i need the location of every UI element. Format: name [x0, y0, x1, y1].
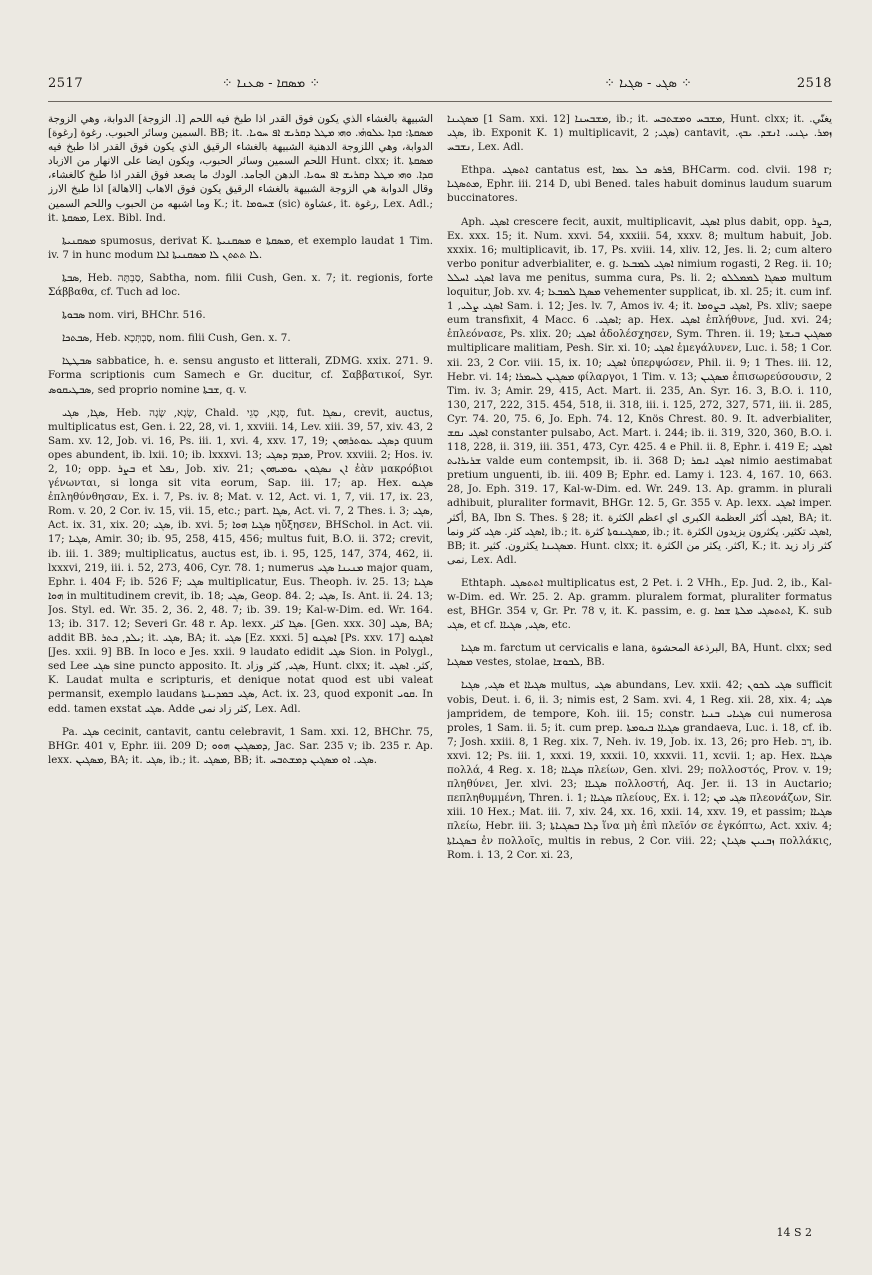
entry: ܡܣܓܝܢܐ [1 Sam. xxi. 12] ܡܫܒܚܢܐ, ib.; it. ܡܫܒܚ ܘܡܫܬܒܚ, Hunt. clxx; it. يغنّي. ܣܓܝ, ib. Exponit K. 1) multiplicavit, ܣܓܝ; 2) cantavit, ܙܡܪ. ܝܓܢܝ. ܐܢܫܕ. ܝܒܟ. ܢܫܒܚ, Lex. Adl.	[447, 113, 832, 154]
entry: ܡܣܩܢܝܬܐ spumosus, derivat K. ܡܣܩܢܝܬܐ e ܡܣܩܬܐ, et exemplo laudat 1 Tim. iv. 7 in hunc modum ܠܐ ܬܬܬܢ ܠܐ ܡܣܩܢܝܬܐ ܐܠܐ.	[48, 234, 433, 261]
entry: الدوابة، وهي الزوجة [الزوجة .l] الشبيهة بالغشاء الذي يكون فوق القدر اذا طبخ فيه اللحم السمين وسائر الحبوب. رغوة [رغوة]. BB; it. ܡܣܩܬܐ: ܩܕܐ ܥܠܘܗ̇ܝ. ܘܗܝ ܡܛܠ ܕܩܪܝܫ ܐܦ ܚܘܝܐ. الدوابة، وهي اللزوجة الدهنية الشبيهة بالغشاء الرقيق الذي يكون فوق القدر اذا طبخ فيه اللحم السمين وسائر الحبوب، ويكون ايضا على الانهار من الازباد Hunt. clxx; it. ܡܣܩܬܐ ܩܕܐ. ܘܗܝ ܡܛܠ ܕܩܪܝܫ ܐܦ ܚܘܝܐ. الدهن الجامد. الودك ما يصعد فوق القدر اذا طبخ كالغشاء، وقال الدوابة هي الزوجة الشبيهة بالغشاء الرقيق يكون فوق الاهاب [الاهالة] اذا طبخ الارز وما اشبهه من الحبوب واللحم السمين K.; it. ܫܚܘܡܐ (sic) عشاوة, it. رغوة, Lex. Adl.; it. ܡܣܩܬܐ, Lex. Bibl. Ind.	[48, 113, 433, 224]
right-running-title: ⁘ ܣܓܝ - ܣܓܝܐ ⁘	[604, 76, 692, 91]
left-column	[48, 112, 433, 1227]
left-running-title: ⁘ ܡܣܩܐ - ܣܥܢܐ ⁘	[221, 76, 321, 91]
entry: Ethtaph. ܐܬܬܣܓܝ multiplicatus est, 2 Pet. i. 2 VHh., Ep. Jud. 2, ib., Kal-w-Dim. ed. Wr. 25. 2. Ap. gramm. pluralem format, pluraliter formatus est, BHGr. 354 v, Gr. Pr. 78 v, it. K. passim, e. g. ܐܬܬܣܓܝ ܡܠܬܐ ܫܡܐ, K. sub ܣܓܝ, et cf. ܣܓܝ, ܣܓܝܐܐ, etc.	[447, 576, 832, 632]
entry: ܣܓܐ, ܣܓܝ, Heb. שָׂגָא, שָׂגָה, Chald. סְגָא, סְגֵי, fut. ܢܣܓܐ, crevit, auctus, multiplicatus est, Gen. i. 22, 28, vi. 1, xxviii. 14, Lev. xiii. 39, 57, xiv. 43, 2 Sam. xv. 12, Job. vi. 16, Ps. iii. 1, xvi. 4, xxv. 17, 19; ܕܣܓܝ ܥܘܬܪܗܘܢ quum opes abundent, ib. lxii. 10; ib. lxxxvi. 13; ܡܕܡ ܕܣܓܝ, Prov. xxviii. 2; Hos. iv. 2, 10; opp. ܒܨܪ et ܢܦܠ, Job. xiv. 21; ܐܢ ܢܣܓܘܢ ܝܘܡܝܗܘܢ ἐὰν μακρόβιοι γένωνται, si longa sit vita eorum, Sap. iii. 17; ap. Hex. ܣܓܝܘ ἐπληθύνθησαν, Ex. i. 7, Ps. iv. 8; Mat. v. 12, Act. vi. 1, 7, vii. 17, ix. 23, Rom. v. 20, 2 Cor. iv. 15, vii. 15, etc.; part. ܣܓܐ, Act. vi. 7, 2 Thes. i. 3; ܣܓܝ, Act. ix. 31, xix. 20; ܣܓܝ, ib. xvi. 5; ܣܓܝܐ ܗܘܐ ηὔξησεν, BHSchol. in Act. vii. 17; ܣܓܝܐ, Amir. 30; ib. 95, 258, 415, 456; multus fuit, B.O. ii. 372; crevit, ib. iii. 1. 389; multiplicatus, auctus est, ib. i. 95, 125, 147, 374, 462, ii. lxxxvi, 219, iii. i. 52, 273, 406, Cyr. 78. 1; numerus ܡܢܝܢܐ ܣܓܝ major quam, Ephr. i. 404 F; ib. 526 F; ܣܓܝ multiplicatur, Eus. Theoph. iv. 25. 13; ܣܓܝܐ ܗܘܐ in multitudinem crevit, ib. 18; ܣܓܝ, Geop. 84. 2; ܣܓܝ, Is. Ant. ii. 24. 13; Jos. Styl. ed. Wr. 35. 2, 36. 2, 48. 7; ib. 39. 19; Kal-w-Dim. ed. Wr. 164. 13; ib. 317. 12; Severi Gr. 48 r. Ap. lexx. ܣܓܐ كثر. [Gen. xxx. 30] ܣܓܝ, BA; addit BB. ܝܠܕ, ܟܬܪ; it. ܣܓܝ, BA; it. ܣܓܝ [Ez. xxxi. 5] ܐܣܓܝܘ [Ps. xxv. 17] ܐܣܓܝܘ [Jes. xxii. 9] BB. In loco e Jes. xxii. 9 laudato edidit ܣܓܝ Sion. in Polygl., sed Lee ܣܓܝ sine puncto apposito. It. ܣܓܝ, كثر وزاد, Hunt. clxx; it. كثر. ܐܣܓܝ, K. Laudat multa e scripturis, et denique notat quod est ubi valeat permansit, exemplo laudans ܣܓܝ ܒܡܕܝܢܬܐ, Act. ix. 23, quod exponit ܩܘܝ. In edd. tamen exstat ܣܓܝ. Adde كثر زاد نمى, Lex. Adl.	[48, 406, 433, 715]
entry: Aph. ܐܣܓܝ crescere fecit, auxit, multiplicavit, ܐܣܓܝ plus dabit, opp. ܒܨܪ, Ex. xxx. 15; it. Num. xxvi. 54, xxxiii. 54, xxxv. 8; multum habuit, Job. xxxix. 16; multiplicavit, ib. 17, Ps. xviii. 14, xliv. 12, Jes. li. 2; cum altero verbo ponitur adverbialiter, e. g. ܐܣܓܝ ܠܡܒܥܐ nimium rogasti, 2 Reg. ii. 10; ܐܣܓܝ ܐܚܠܠ lava me penitus, summa cura, Ps. li. 2; ܡܣܓܐ ܠܡܡܠܠܘ multum loquitur, Job. xv. 4; ܡܣܓܐ ܠܡܒܥܐ vehementer supplicat, ib. xl. 25; it. cum inf. ܐܣܓܝ ܨܠܝ, 1 Sam. i. 12; Jes. lv. 7, Amos iv. 4; it. ܐܣܓܝ ܒܨܘܡܐ, Ps. xliv; saepe eum transfixit, 4 Macc. ܐܣܓܝ. 6; ap. Hex. ܐܣܓܝ ἐπλήθυνε, Jud. xvi. 24; ἐπλεόνασε, Ps. xlix. 20; ܐܣܓܝ ἀδολέσχησεν, Sym. Thren. ii. 19; ܡܣܓܝܢ ܒܝܫܬܐ multiplicare malitiam, Pesh. Sir. xi. 10; ܐܣܓܝ ἐμεγάλυνεν, Luc. i. 58; 1 Cor. xii. 23, 2 Cor. viii. 15, ix. 10; ܐܣܓܝ ὑπερψώσεν, Phil. ii. 9; 1 Thes. iii. 12, Hebr. vi. 14; ܡܣܓܝܢ ܠܚܡܪܐ φίλαργοι, 1 Tim. v. 13; ܡܣܓܝܢ ἐπισωρεύσουσιν, 2 Tim. iv. 3; Amir. 29, 415, Act. Mart. ii. 235, An. Syr. 16. 3, B.O. i. 110, 130, 217, 222, 315. 454, 518, ii. 318, iii. i. 125, 272, 327, 571, iii. ii. 285, Cyr. 74. 20, 75. 6, Jo. Eph. 74. 12, Knös Chrest. 80. 9. It. adverbialiter, ܐܣܓܝ ܢܩܫ constanter pulsabo, Act. Mart. i. 244; ib. ii. 319, 320, 360, B.O. i. 118, 228, ii. 319, iii. 351, 473, Cyr. 425. 4 e Phil. ii. 8, Ephr. i. 419 E; ܐܣܓܝ ܫܪܝܪܐܝܬ valde eum contempsit, ib. ii. 368 D; ܐܣܓܝ ܐܝܩܪ nimio aestimabat pretium unguenti, ib. iii. 409 B; Ephr. ed. Lamy i. 123. 4, 167. 10, 663. 28, Jo. Eph. 319. 17, Kal-w-Dim. ed. Wr. 249. 13. Ap. gramm. in plurali adhibuit, pluraliter formavit, BHGr. 12. 5, Gr. 355 v. Ap. lexx. ܐܣܓܝ imper. أكثر, BA, Ibn S. Thes. § 28; it. ܐܣܓܝ أكثر العظمة الكبرى اي اعظم الكثرة, BA; it. ܐܣܓܝ كثر. ܣܓܝ كثر ونما, ib.; it. ܡܣܓܝܢܘܬܐ كثرة, ib.; it. ܐܣܓܝ تكثير. يكثرون يزيدون الكثرة, BB; it. ܡܣܓܝܢܐ يكثرون. كثير. Hunt. clxx; it. اكثر. يكثر من الكثرة, K.; it. كثر زاد زيد نمى, Lex. Adl.	[447, 215, 832, 566]
entry: ܣܓܝ, ܣܓܝܐ et ܣܓܝܐܐ multus, ܣܓܝ abundans, Lev. xxii. 42; ܣܓܝ ܠܟܘܢ sufficit vobis, Deut. i. 6, ii. 3; nimis est, 2 Sam. xvi. 4, 1 Reg. xii. 28, xix. 4; ܣܓܝ jampridem, de tempore, Koh. iii. 15; constr. ܣܓܝܐܝ ܒܢܝܐ cui numerosa proles, 1 Sam. ii. 5; it. cum prep. ܣܓܝܐܐ ܒܝܘܡܬܐ grandaeva, Luc. i. 18, cf. ib. 7; Josh. xxiii. 8, 1 Reg. xix. 7, Neh. iv. 19, Job. ix. 13, 26; pro Heb. רַב, ib. xxvi. 12; Ps. iii. 1, xxxi. 19, xxxii. 10, xxxvii. 11, xcvii. 1; ap. Hex. ܣܓܝܐܐ πολλά, 4 Reg. x. 18; ܣܓܝܐܐ πλείων, Gen. xlvi. 29; πολλοστός, Prov. v. 19; πληθύνει, Jer. xlvi. 23; ܣܓܝܐܐ πολλοστή, Aq. Jer. ii. 13 in Auctario; πεπληθυμμένη, Thren. i. 1; ܣܓܝܐܐ πλείους, Ex. i. 12; ܣܓܝ ܡܢ πλεονάζων, Sir. xiii. 10 Hex.; Mat. iii. 7, xiv. 24, xx. 16, xxii. 14, xxv. 19, et passim; ܣܓܝܐܐ πλείω, Hebr. iii. 3; ܕܠܐ ܒܣܓܝܐܬܐ ἵνα μὴ ἐπὶ πλεῖόν σε ἐγκόπτω, Act. xxiv. 4; ܒܣܓܝܐܬܐ ἐν πολλοῖς, multis in rebus, 2 Cor. viii. 22; ܙܒܢܝܢ ܣܓܝܐܢ πολλάκις, Rom. i. 13, 2 Cor. xi. 23,	[447, 679, 832, 861]
entry: ܣܒܬܐ, Heb. סַבְתָּה, Sabtha, nom. filii Cush, Gen. x. 7; it. regionis, forte Σάββαθα, cf. Tuch ad loc.	[48, 271, 433, 299]
entry: ܣܒܬܟܐ, Heb. סַבְתְּכָא, nom. filii Cush, Gen. x. 7.	[62, 332, 291, 345]
header-rule	[48, 101, 832, 102]
right-column	[447, 112, 832, 1227]
entry: ܣܒܘܬܐ nom. viri, BHChr. 516.	[62, 309, 206, 322]
running-head	[48, 76, 832, 98]
entry: ܣܒܛܛܐ sabbatice, h. e. sensu angusto et litterali, ZDMG. xxix. 271. 9. Forma scriptionis cum Samech e Gr. ducitur, cf. Σαββατικοί, Syr. ܣܒܛܝܩܘܣ, sed proprio nomine ܫܒܬܐ, q. v.	[48, 355, 433, 396]
entry: Pa. ܣܓܝ cecinit, cantavit, cantu celebravit, 1 Sam. xxi. 12, BHChr. 75, BHGr. 401 v, Ephr. iii. 209 D; ܕܡܣܓܝܢ ܗܘܘ, Jac. Sar. 235 v; ib. 235 r. Ap. lexx. ܡܣܓܝܢ, BA; it. ܣܓܝ, ib.; it. ܡܣܓܝ, BB; it. ܣܓܝ. ܐܘ ܡܣܓܝܢ ܕܡܫܬܒܚ.	[48, 725, 433, 766]
left-page-number: 2517	[48, 76, 84, 91]
signature-mark: 14 S 2	[776, 1226, 812, 1239]
right-page-number: 2518	[796, 76, 832, 91]
entry: ܣܓܝܐ m. farctum ut cervicalis e lana, البرذعة المحشوة, BA, Hunt. clxx; sed ܡܣܓܝܐ vestes, stolae, ܠܒܘܫܐ, BB.	[447, 642, 832, 669]
entry: Ethpa. ܐܬܣܓܝ cantatus est, ܦܪܣ ܟܠ ܥܡܐ, BHCarm. cod. clvii. 198 r; ܡܬܣܓܝܐ, Ephr. iii. 214 D, ubi Bened. tales habuit dominus laudum suarum buccinatores.	[447, 164, 832, 205]
